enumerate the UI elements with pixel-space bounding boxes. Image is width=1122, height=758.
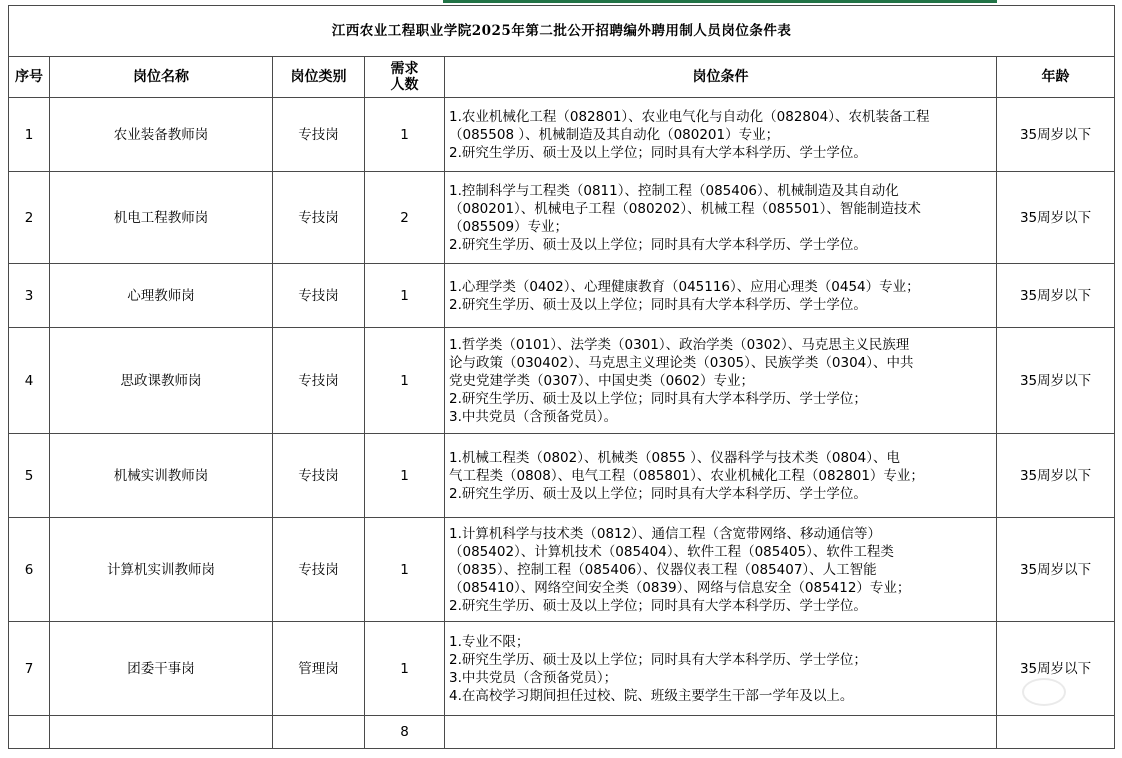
condition-line: 2.研究生学历、硕士及以上学位；同时具有大学本科学历、学士学位； (449, 390, 867, 407)
condition-line: 论与政策（030402）、马克思主义理论类（0305）、民族学类（0304）、中共 (449, 354, 914, 371)
row-index: 2 (9, 172, 50, 264)
total-type-cell (273, 716, 365, 749)
row-headcount: 2 (365, 172, 445, 264)
condition-line: 2.研究生学历、硕士及以上学位；同时具有大学本科学历、学士学位。 (449, 597, 867, 614)
row-position-type: 专技岗 (273, 434, 365, 518)
condition-line: 1.专业不限； (449, 633, 530, 650)
row-position-type: 专技岗 (273, 264, 365, 328)
row-age: 35周岁以下 (997, 328, 1115, 434)
header-position-name: 岗位名称 (50, 57, 273, 98)
condition-line: （080201）、机械电子工程（080202）、机械工程（085501）、智能制造技术 (449, 200, 921, 217)
row-position-type: 专技岗 (273, 328, 365, 434)
table-row (9, 328, 1115, 434)
row-position-name: 机械实训教师岗 (50, 434, 273, 518)
row-age: 35周岁以下 (997, 264, 1115, 328)
table-row (9, 434, 1115, 518)
row-index: 6 (9, 518, 50, 622)
selected-cell-indicator (443, 0, 997, 3)
condition-line: 2.研究生学历、硕士及以上学位；同时具有大学本科学历、学士学位。 (449, 236, 867, 253)
row-conditions (445, 434, 997, 518)
condition-line: 2.研究生学历、硕士及以上学位；同时具有大学本科学历、学士学位。 (449, 485, 867, 502)
condition-line: 2.研究生学历、硕士及以上学位；同时具有大学本科学历、学士学位。 (449, 296, 867, 313)
row-headcount: 1 (365, 328, 445, 434)
row-headcount: 1 (365, 434, 445, 518)
row-index: 5 (9, 434, 50, 518)
condition-line: （085509）专业； (449, 218, 569, 235)
total-conditions-cell (445, 716, 997, 749)
row-age: 35周岁以下 (997, 434, 1115, 518)
condition-line: 党史党建学类（0307）、中国史类（0602）专业； (449, 372, 754, 389)
header-age: 年龄 (997, 57, 1115, 98)
table-row (9, 98, 1115, 172)
condition-line: 3.中共党员（含预备党员）。 (449, 408, 618, 425)
condition-line: （085508 ）、机械制造及其自动化（080201）专业； (449, 126, 780, 143)
condition-line: 1.农业机械化工程（082801）、农业电气化与自动化（082804）、农机装备工程 (449, 108, 930, 125)
condition-line: 1.机械工程类（0802）、机械类（0855 ）、仪器科学与技术类（0804）、电 (449, 449, 900, 466)
row-conditions (445, 264, 997, 328)
condition-line: （0835）、控制工程（085406）、仪器仪表工程（085407）、人工智能 (449, 561, 877, 578)
total-count: 8 (365, 716, 445, 749)
total-name-cell (50, 716, 273, 749)
job-conditions-table (8, 5, 1115, 749)
table-row (9, 264, 1115, 328)
row-index: 7 (9, 622, 50, 716)
row-age: 35周岁以下 (997, 172, 1115, 264)
table-row (9, 622, 1115, 716)
row-position-name: 思政课教师岗 (50, 328, 273, 434)
row-position-name: 心理教师岗 (50, 264, 273, 328)
total-index-cell (9, 716, 50, 749)
condition-line: 1.计算机科学与技术类（0812）、通信工程（含宽带网络、移动通信等） (449, 525, 881, 542)
condition-line: 1.哲学类（0101）、法学类（0301）、政治学类（0302）、马克思主义民族理 (449, 336, 910, 353)
condition-line: 4.在高校学习期间担任过校、院、班级主要学生干部一学年及以上。 (449, 687, 854, 704)
header-conditions: 岗位条件 (445, 57, 997, 98)
row-position-type: 管理岗 (273, 622, 365, 716)
row-age: 35周岁以下 (997, 98, 1115, 172)
row-position-name: 农业装备教师岗 (50, 98, 273, 172)
row-conditions (445, 622, 997, 716)
row-conditions (445, 328, 997, 434)
row-conditions (445, 172, 997, 264)
condition-line: 2.研究生学历、硕士及以上学位；同时具有大学本科学历、学士学位。 (449, 144, 867, 161)
row-headcount: 1 (365, 264, 445, 328)
condition-line: 气工程类（0808）、电气工程（085801）、农业机械化工程（082801）专业； (449, 467, 924, 484)
row-headcount: 1 (365, 518, 445, 622)
header-headcount-line1: 需求 (390, 61, 419, 77)
condition-line: （085410）、网络空间安全类（0839）、网络与信息安全（085412）专业； (449, 579, 911, 596)
row-age: 35周岁以下 (997, 622, 1115, 716)
table-body (9, 98, 1115, 716)
total-age-cell (997, 716, 1115, 749)
watermark-logo-icon (1022, 678, 1066, 706)
header-position-type: 岗位类别 (273, 57, 365, 98)
row-position-type: 专技岗 (273, 172, 365, 264)
table-row (9, 172, 1115, 264)
row-age: 35周岁以下 (997, 518, 1115, 622)
condition-line: 1.控制科学与工程类（0811）、控制工程（085406）、机械制造及其自动化 (449, 182, 899, 199)
header-headcount (365, 57, 445, 98)
header-headcount-line2: 人数 (390, 77, 419, 93)
row-headcount: 1 (365, 622, 445, 716)
header-row (9, 57, 1115, 98)
header-index: 序号 (9, 57, 50, 98)
row-position-name: 团委干事岗 (50, 622, 273, 716)
condition-line: 3.中共党员（含预备党员）； (449, 669, 618, 686)
row-position-type: 专技岗 (273, 98, 365, 172)
row-index: 3 (9, 264, 50, 328)
condition-line: （085402）、计算机技术（085404）、软件工程（085405）、软件工程类 (449, 543, 894, 560)
condition-line: 2.研究生学历、硕士及以上学位；同时具有大学本科学历、学士学位； (449, 651, 867, 668)
table-title: 江西农业工程职业学院2025年第二批公开招聘编外聘用制人员岗位条件表 (9, 6, 1115, 57)
row-index: 4 (9, 328, 50, 434)
condition-line: 1.心理学类（0402）、心理健康教育（045116）、应用心理类（0454）专业； (449, 278, 920, 295)
row-conditions (445, 98, 997, 172)
table-row (9, 518, 1115, 622)
row-headcount: 1 (365, 98, 445, 172)
row-conditions (445, 518, 997, 622)
row-index: 1 (9, 98, 50, 172)
total-row (9, 716, 1115, 749)
row-position-type: 专技岗 (273, 518, 365, 622)
row-position-name: 计算机实训教师岗 (50, 518, 273, 622)
row-position-name: 机电工程教师岗 (50, 172, 273, 264)
